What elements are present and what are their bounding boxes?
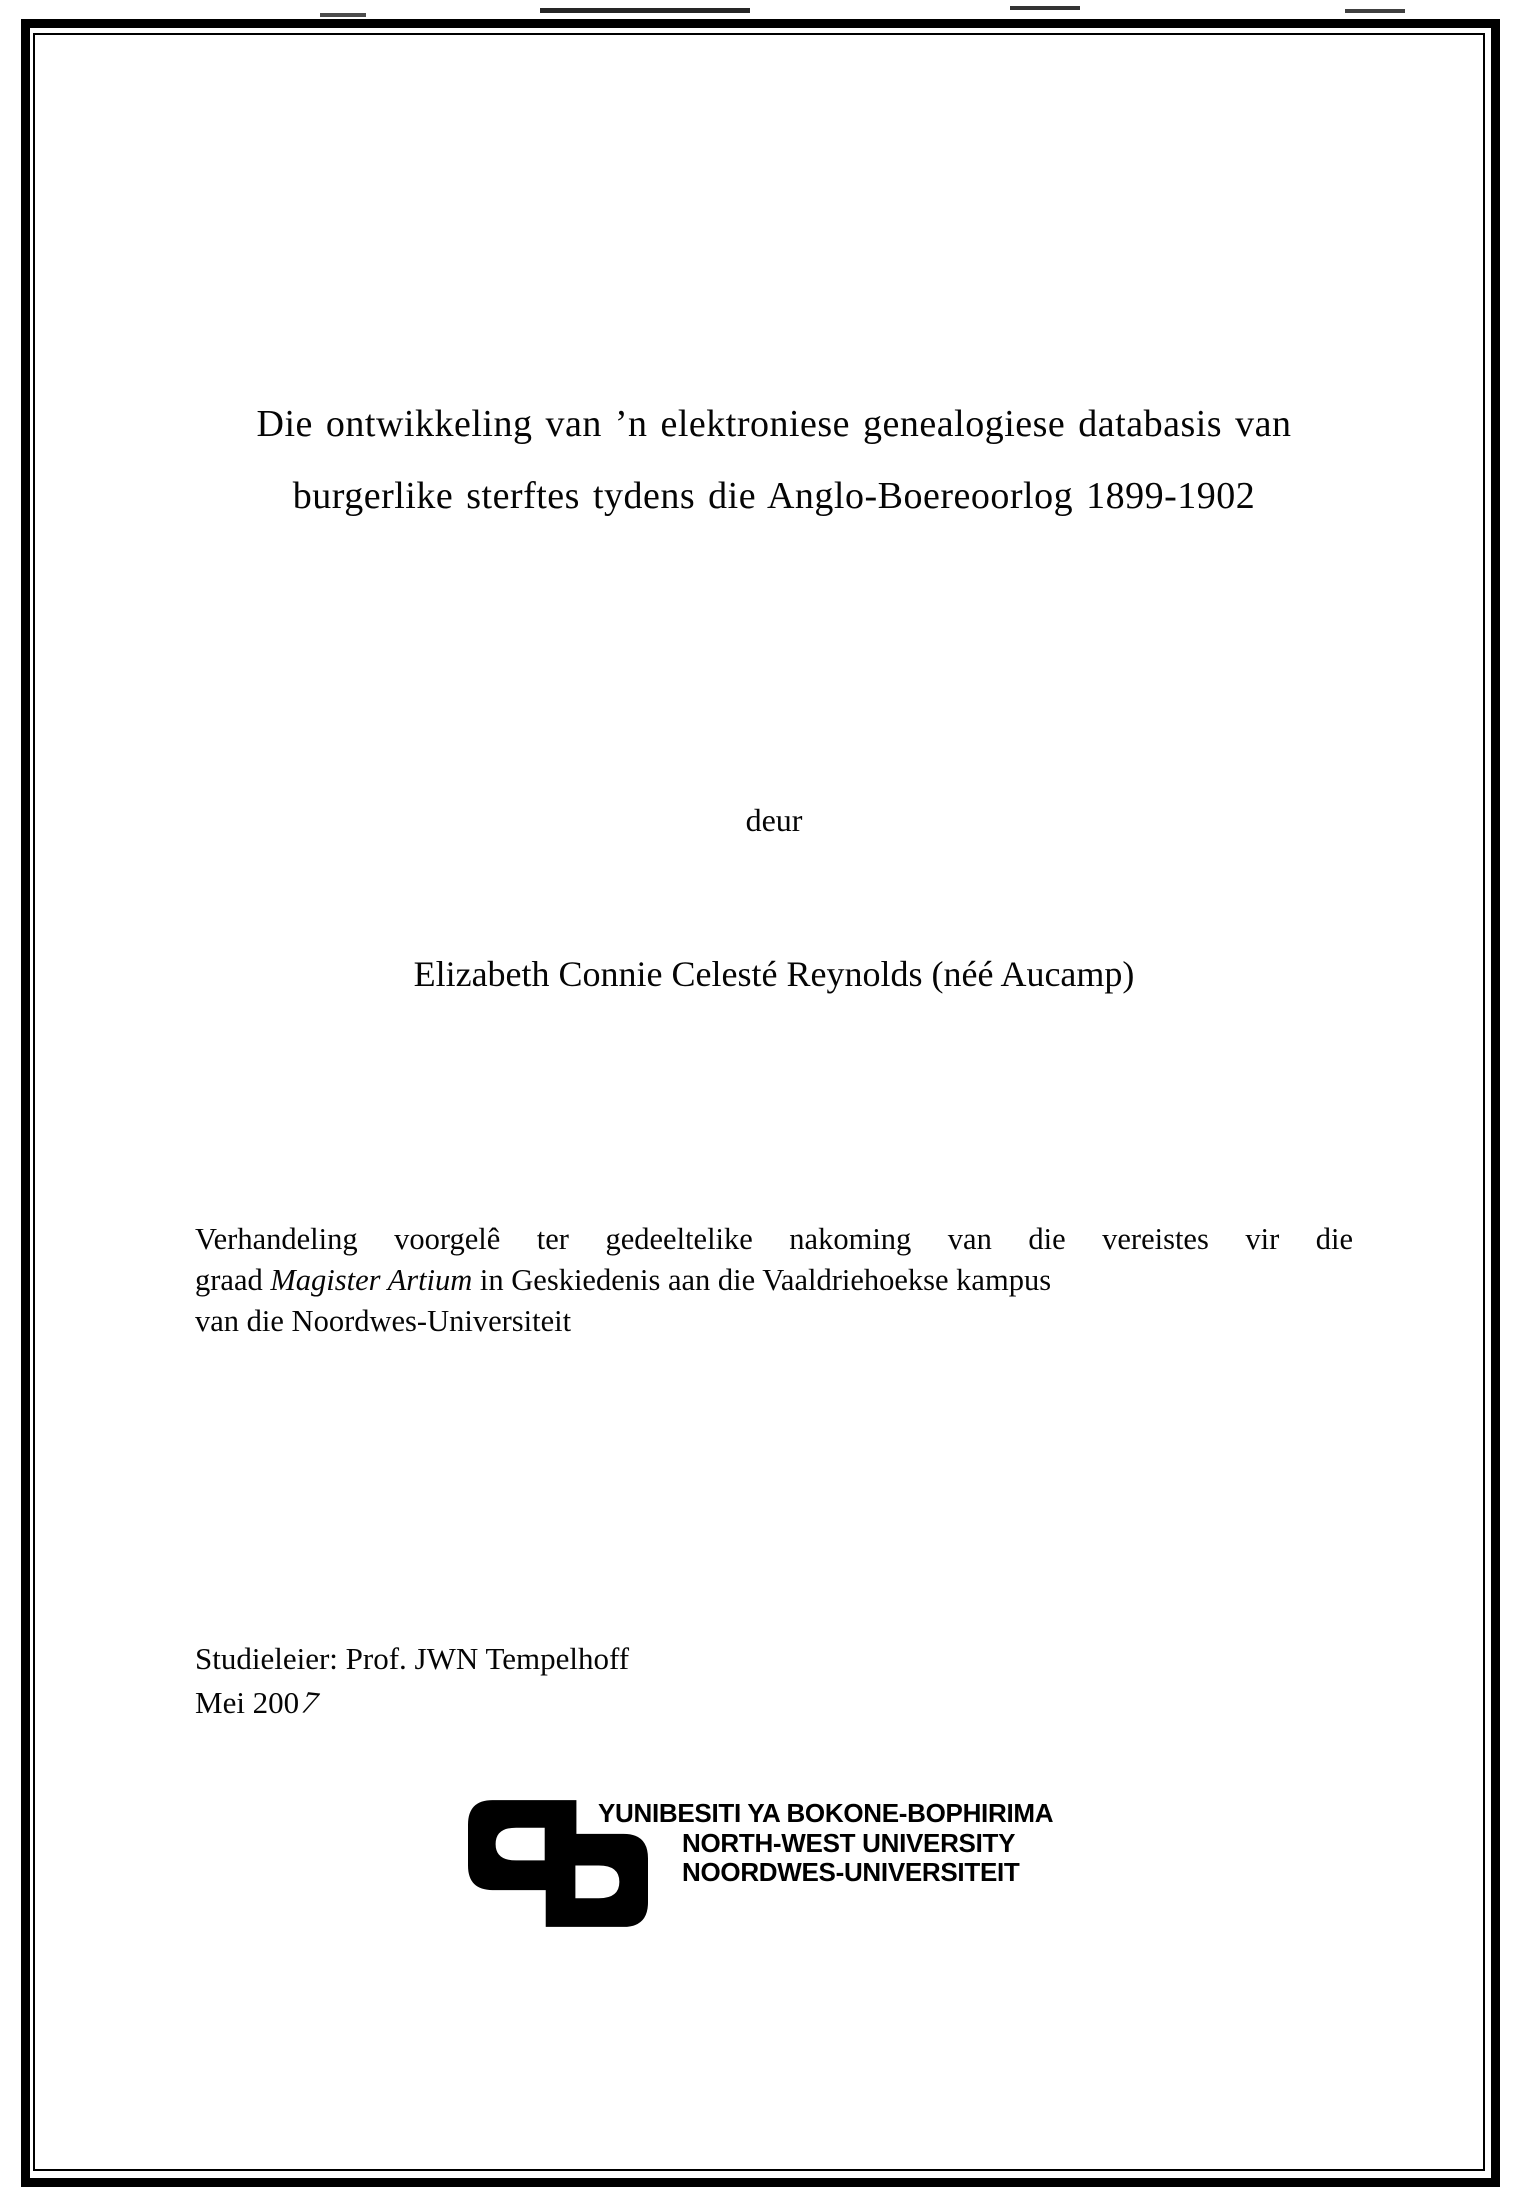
title-line-2: burgerlike sterftes tydens die Anglo-Boereoorlog 1899-1902 — [292, 475, 1256, 517]
statement-line-3: van die Noordwes-Universiteit — [195, 1304, 572, 1338]
logo-line-afrikaans: NOORDWES-UNIVERSITEIT — [682, 1857, 1020, 1887]
supervisor-line: Studieleier: Prof. JWN Tempelhoff — [195, 1641, 630, 1676]
thesis-title — [195, 388, 1353, 532]
byline-label: deur — [745, 802, 803, 838]
nwu-logo-text — [598, 1799, 1053, 1888]
nwu-logo — [468, 1798, 1108, 1938]
statement-line-2 — [195, 1260, 1353, 1301]
statement-line-2-post: in Geskiedenis aan die Vaaldriehoekse kampus — [472, 1263, 1052, 1297]
scan-artifact — [1345, 9, 1405, 13]
supervisor-block — [195, 1637, 629, 1725]
author-name: Elizabeth Connie Celesté Reynolds (néé Aucamp) — [413, 954, 1135, 994]
statement-line-1: Verhandeling voorgelê ter gedeeltelike nakoming van die vereistes vir die — [195, 1222, 1353, 1256]
title-line-1: Die ontwikkeling van ’n elektroniese genealogiese databasis van — [256, 403, 1292, 445]
logo-line-setswana: YUNIBESITI YA BOKONE-BOPHIRIMA — [598, 1798, 1054, 1828]
statement-line-2-pre: graad — [195, 1263, 271, 1297]
degree-name-italic: Magister Artium — [270, 1263, 473, 1297]
logo-line-english: NORTH-WEST UNIVERSITY — [682, 1827, 1016, 1858]
date-line — [195, 1681, 629, 1725]
date-last-digit: 7 — [296, 1684, 324, 1721]
submission-statement — [195, 1219, 1353, 1342]
date-prefix: Mei 200 — [195, 1685, 300, 1720]
